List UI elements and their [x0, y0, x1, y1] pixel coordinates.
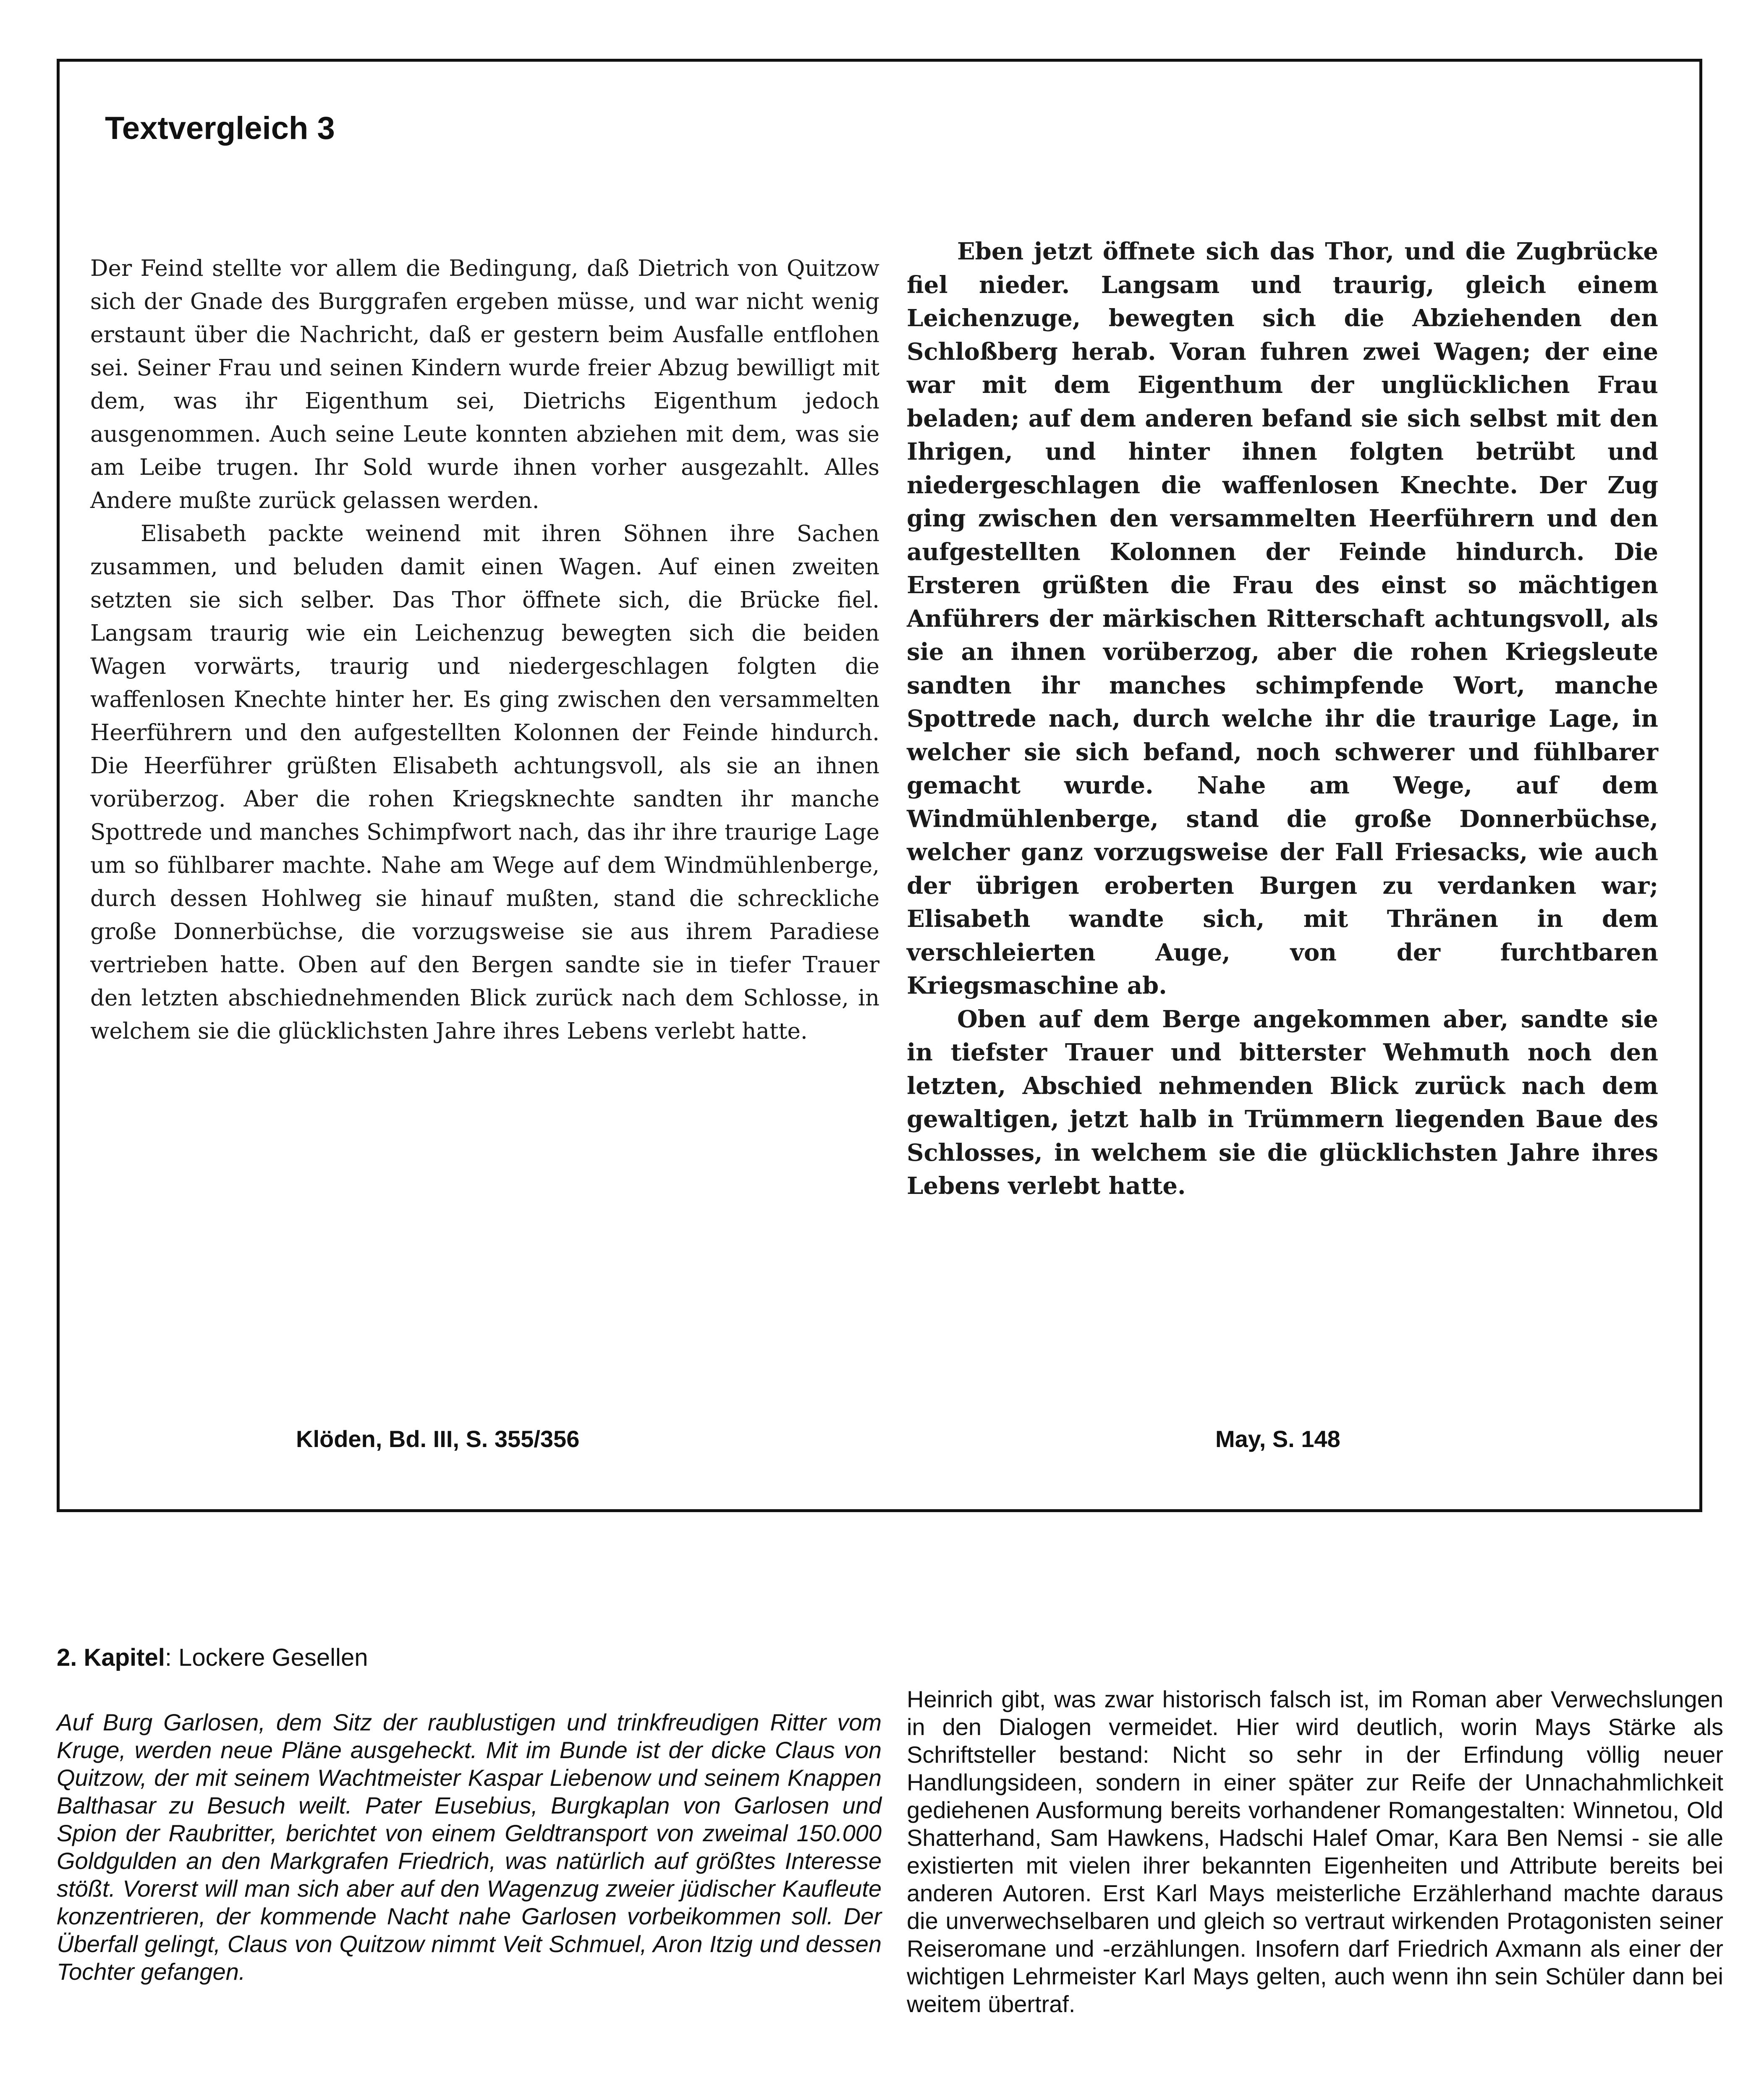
source-left: Klöden, Bd. III, S. 355/356 — [296, 1426, 580, 1452]
source-right: May, S. 148 — [1215, 1426, 1340, 1452]
kloeden-paragraph-1: Der Feind stellte vor allem die Bedingung, daß Dietrich von Quitzow sich der Gnade des Burggrafen ergeben müsse, und war nicht wenig erstaunt über die Nachricht, daß er gestern beim Ausfalle entflohen sei. Seiner Frau und seinen Kindern wurde freier Abzug bewilligt mit dem, was ihr Eigenthum sei, Dietrichs Eigenthum jedoch ausgenommen. Auch seine Leute konnten abziehen mit dem, was sie am Leibe trugen. Ihr Sold wurde ihnen vorher ausgezahlt. Alles Andere mußte zurück gelassen werden. — [90, 256, 879, 513]
may-paragraph-1: Eben jetzt öffnete sich das Thor, und die Zugbrücke fiel nieder. Langsam und traurig, gleich einem Leichenzuge, bewegten sich die Abziehenden den Schloßberg herab. Voran fuhren zwei Wagen; der eine war mit dem Eigenthum der unglücklichen Frau beladen; auf dem anderen befand sie sich selbst mit den Ihrigen, und hinter ihnen folgten betrübt und niedergeschlagen die waffenlosen Knechte. Der Zug ging zwischen den versammelten Heerführern und den aufgestellten Kolonnen der Feinde hindurch. Die Ersteren grüßten die Frau des einst so mächtigen Anführers der märkischen Ritterschaft achtungsvoll, als sie an ihnen vorüberzog, aber die rohen Kriegsleute sandten ihr manches schimpfende Wort, manche Spottrede nach, durch welche ihr die traurige Lage, in welcher sie sich befand, noch schwerer und fühlbarer gemacht wurde. Nahe am Wege, auf dem Windmühlenberge, stand die große Donnerbüchse, welcher ganz vorzugsweise der Fall Friesacks, wie auch der übrigen eroberten Burgen zu verdanken war; Elisabeth wandte sich, mit Thränen in dem verschleierten Auge, von der furchtbaren Kriegsmaschine ab. — [907, 238, 1658, 1000]
chapter-summary: Auf Burg Garlosen, dem Sitz der raublustigen und trinkfreudigen Ritter vom Kruge, werden neue Pläne ausgeheckt. Mit im Bunde ist der dicke Claus von Quitzow, der mit seinem Wachtmeister Kaspar Liebenow und seinem Knappen Balthasar zu Besuch weilt. Pater Eusebius, Burgkaplan von Garlosen und Spion der Raubritter, berichtet von einem Geldtransport von zweimal 150.000 Goldgulden an den Markgrafen Friedrich, was natürlich auf größtes Interesse stößt. Vorerst will man sich aber auf den Wagenzug zweier jüdischer Kaufleute konzentrieren, der kommende Nacht nahe Garlosen vorbeikommen soll. Der Überfall gelingt, Claus von Quitzow nimmt Veit Schmuel, Aron Itzig und dessen Tochter gefangen. — [57, 1709, 882, 1985]
paragraph-right-1: Heinrich gibt, was zwar historisch falsch ist, im Roman aber Verwechslungen in den Dialogen vermeidet. Hier wird deutlich, worin Mays Stärke als Schriftsteller bestand: Nicht so sehr in der Erfindung völlig neuer Handlungsideen, sondern in einer später zur Reife der Unnachahmlichkeit gediehenen Ausformung bereits vorhandener Romangestalten: Winnetou, Old Shatterhand, Sam Hawkens, Hadschi Halef Omar, Kara Ben Nemsi - sie alle existierten mit vielen ihrer bekannten Eigenheiten und Attribute bereits bei anderen Autoren. Erst Karl Mays meisterliche Erzählerhand machte daraus die unverwechselbaren und gleich so vertraut wirkenden Protagonisten seiner Reiseromane und -erzählungen. Insofern darf Friedrich Axmann als einer der wichtigen Lehrmeister Karl Mays gelten, auch wenn ihn sein Schüler dann bei weitem übertraf. — [907, 1686, 1723, 2017]
chapter-number: 2. Kapitel — [57, 1644, 165, 1671]
chapter-heading — [57, 1644, 368, 1672]
may-paragraph-2: Oben auf dem Berge angekommen aber, sandte sie in tiefster Trauer und bitterster Wehmuth noch den letzten, Abschied nehmenden Blick zurück nach dem gewaltigen, jetzt halb in Trümmern liegenden Baue des Schlosses, in welchem sie die glücklichsten Jahre ihres Lebens verlebt hatte. — [907, 1005, 1658, 1200]
box-title: Textvergleich 3 — [105, 110, 335, 146]
may-text — [907, 235, 1658, 1203]
chapter-title: : Lockere Gesellen — [165, 1644, 368, 1671]
kloeden-text — [90, 252, 879, 1048]
kloeden-paragraph-2: Elisabeth packte weinend mit ihren Söhnen ihre Sachen zusammen, und beluden damit einen Wagen. Auf einen zweiten setzten sie sich selber. Das Thor öffnete sich, die Brücke fiel. Langsam traurig wie ein Leichenzug bewegten sich die beiden Wagen vorwärts, traurig und niedergeschlagen folgten die waffenlosen Knechte hinter her. Es ging zwischen den versammelten Heerführern und den aufgestellten Kolonnen der Feinde hindurch. Die Heerführer grüßten Elisabeth achtungsvoll, als sie an ihnen vorüberzog. Aber die rohen Kriegsknechte sandten ihr manche Spottrede und manches Schimpfwort nach, das ihr ihre traurige Lage um so fühlbarer machte. Nahe am Wege auf dem Windmühlenberge, durch dessen Hohlweg sie hinauf mußten, stand die schreckliche große Donnerbüchse, die vorzugsweise sie aus ihrem Paradiese vertrieben hatte. Oben auf den Bergen sandte sie in tiefer Trauer den letzten abschiednehmenden Blick zurück nach dem Schlosse, in welchem sie die glücklichsten Jahre ihres Lebens verlebt hatte. — [90, 521, 879, 1044]
